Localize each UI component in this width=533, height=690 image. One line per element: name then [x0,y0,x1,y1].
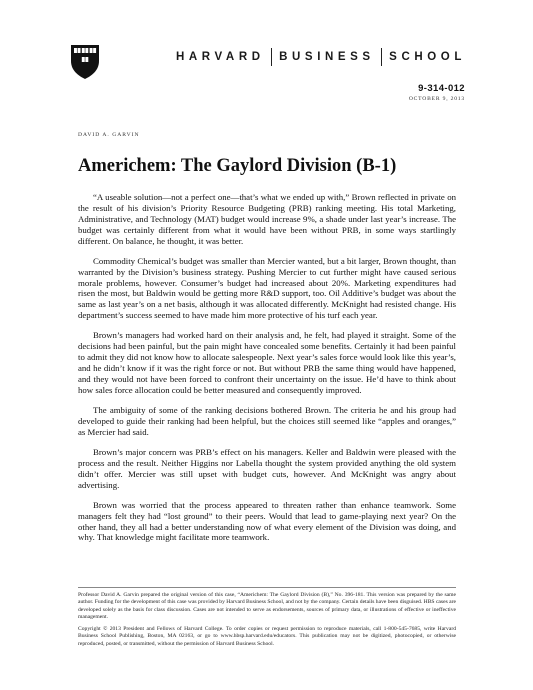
body-paragraph: Brown’s managers had worked hard on their analysis and, he felt, had played it straight. Some of the decisions had been painful, but the pain might have concealed some benefits. Certainly it had been painful to admit they did not know how to allocate salespeople. Next year’s sales force would look like this year’s, and he didn’t know if it was the right force or not. But without PRB the same thing would have happened, and they would not have been forced to confront their uncertainty on the issue. He’d have to think about how sales force allocation could be better measured and consequently improved. [78,330,456,395]
footnote-divider [78,587,456,588]
body-text [78,192,456,553]
masthead-divider [381,48,382,66]
masthead-word-business: BUSINESS [279,51,375,63]
body-paragraph: Brown’s major concern was PRB’s effect on his managers. Keller and Baldwin were pleased with the process and the result. Neither Higgins nor Labella thought the system provided anything the old system didn’t offer. Mercier was still upset with budget cuts, however. And McKnight was angry about advertising. [78,446,456,490]
masthead-word-harvard: HARVARD [176,51,265,63]
case-date: OCTOBER 9, 2013 [408,96,465,102]
body-paragraph: Brown was worried that the process appeared to threaten rather than enhance teamwork. Some managers felt they had “lost ground” to their peers. Would that lead to game-playing next year? On the other hand, they all had a better understanding now of what every element of the Division was doing, and why. That knowledge might facilitate more teamwork. [78,499,456,543]
masthead-divider [271,48,272,66]
body-paragraph: Commodity Chemical’s budget was smaller than Mercier wanted, but a bit larger, Brown thought, than warranted by the Division’s business strategy. Pushing Mercier to cut further might have caused serious morale problems, however. Consumer’s budget had increased about 20%. Marketing expenditures had risen the most, but Baldwin would be getting more R&D support, too. Oil Additive’s budget was about the same as last year’s on a net basis, although it was allocated differently. McKnight had resisted change. His department’s success seemed to have made him more protective of his turf each year. [78,255,456,321]
body-paragraph: “A useable solution—not a perfect one—that’s what we ended up with,” Brown reflected in private on the result of his division’s Priority Resource Budgeting (PRB) ranking meeting. His total Marketing, Administrative, and Technology (MAT) budget would increase 9%, a shade under last year’s increase. The budget was certainly different from what it would have been without PRB, in some ways startlingly different. On balance, he thought, it was better. [78,192,456,246]
footnote-authorship: Professor David A. Garvin prepared the original version of this case, “Americhem: The Gaylord Division (B),” No. 396-181. This version was prepared by the same author. Funding for the development of this case was provided by Harvard Business School, and not by the company. Certain details have been disguised. HBS cases are developed solely as the basis for class discussion. Cases are not intended to serve as endorsements, sources of primary data, or illustrations of effective or ineffective management. [78,592,456,620]
school-masthead [176,47,466,67]
body-paragraph: The ambiguity of some of the ranking decisions bothered Brown. The criteria he and his group had developed to guide their ranking had been helpful, but the choices still seemed like “apples and oranges,” as Mercier had said. [78,404,456,437]
masthead-word-school: SCHOOL [389,51,466,63]
document-title: Americhem: The Gaylord Division (B-1) [78,156,397,176]
case-number: 9-314-012 [418,83,465,94]
author-name: DAVID A. GARVIN [78,132,140,138]
footnote-copyright: Copyright © 2013 President and Fellows of Harvard College. To order copies or request permission to reproduce materials, call 1-800-545-7685, write Harvard Business School Publishing, Boston, MA 02163, or go to www.hbsp.harvard.edu/educators. This publication may not be digitized, photocopied, or otherwise reproduced, posted, or transmitted, without the permission of Harvard Business School. [78,626,456,647]
harvard-shield-icon [70,44,100,80]
